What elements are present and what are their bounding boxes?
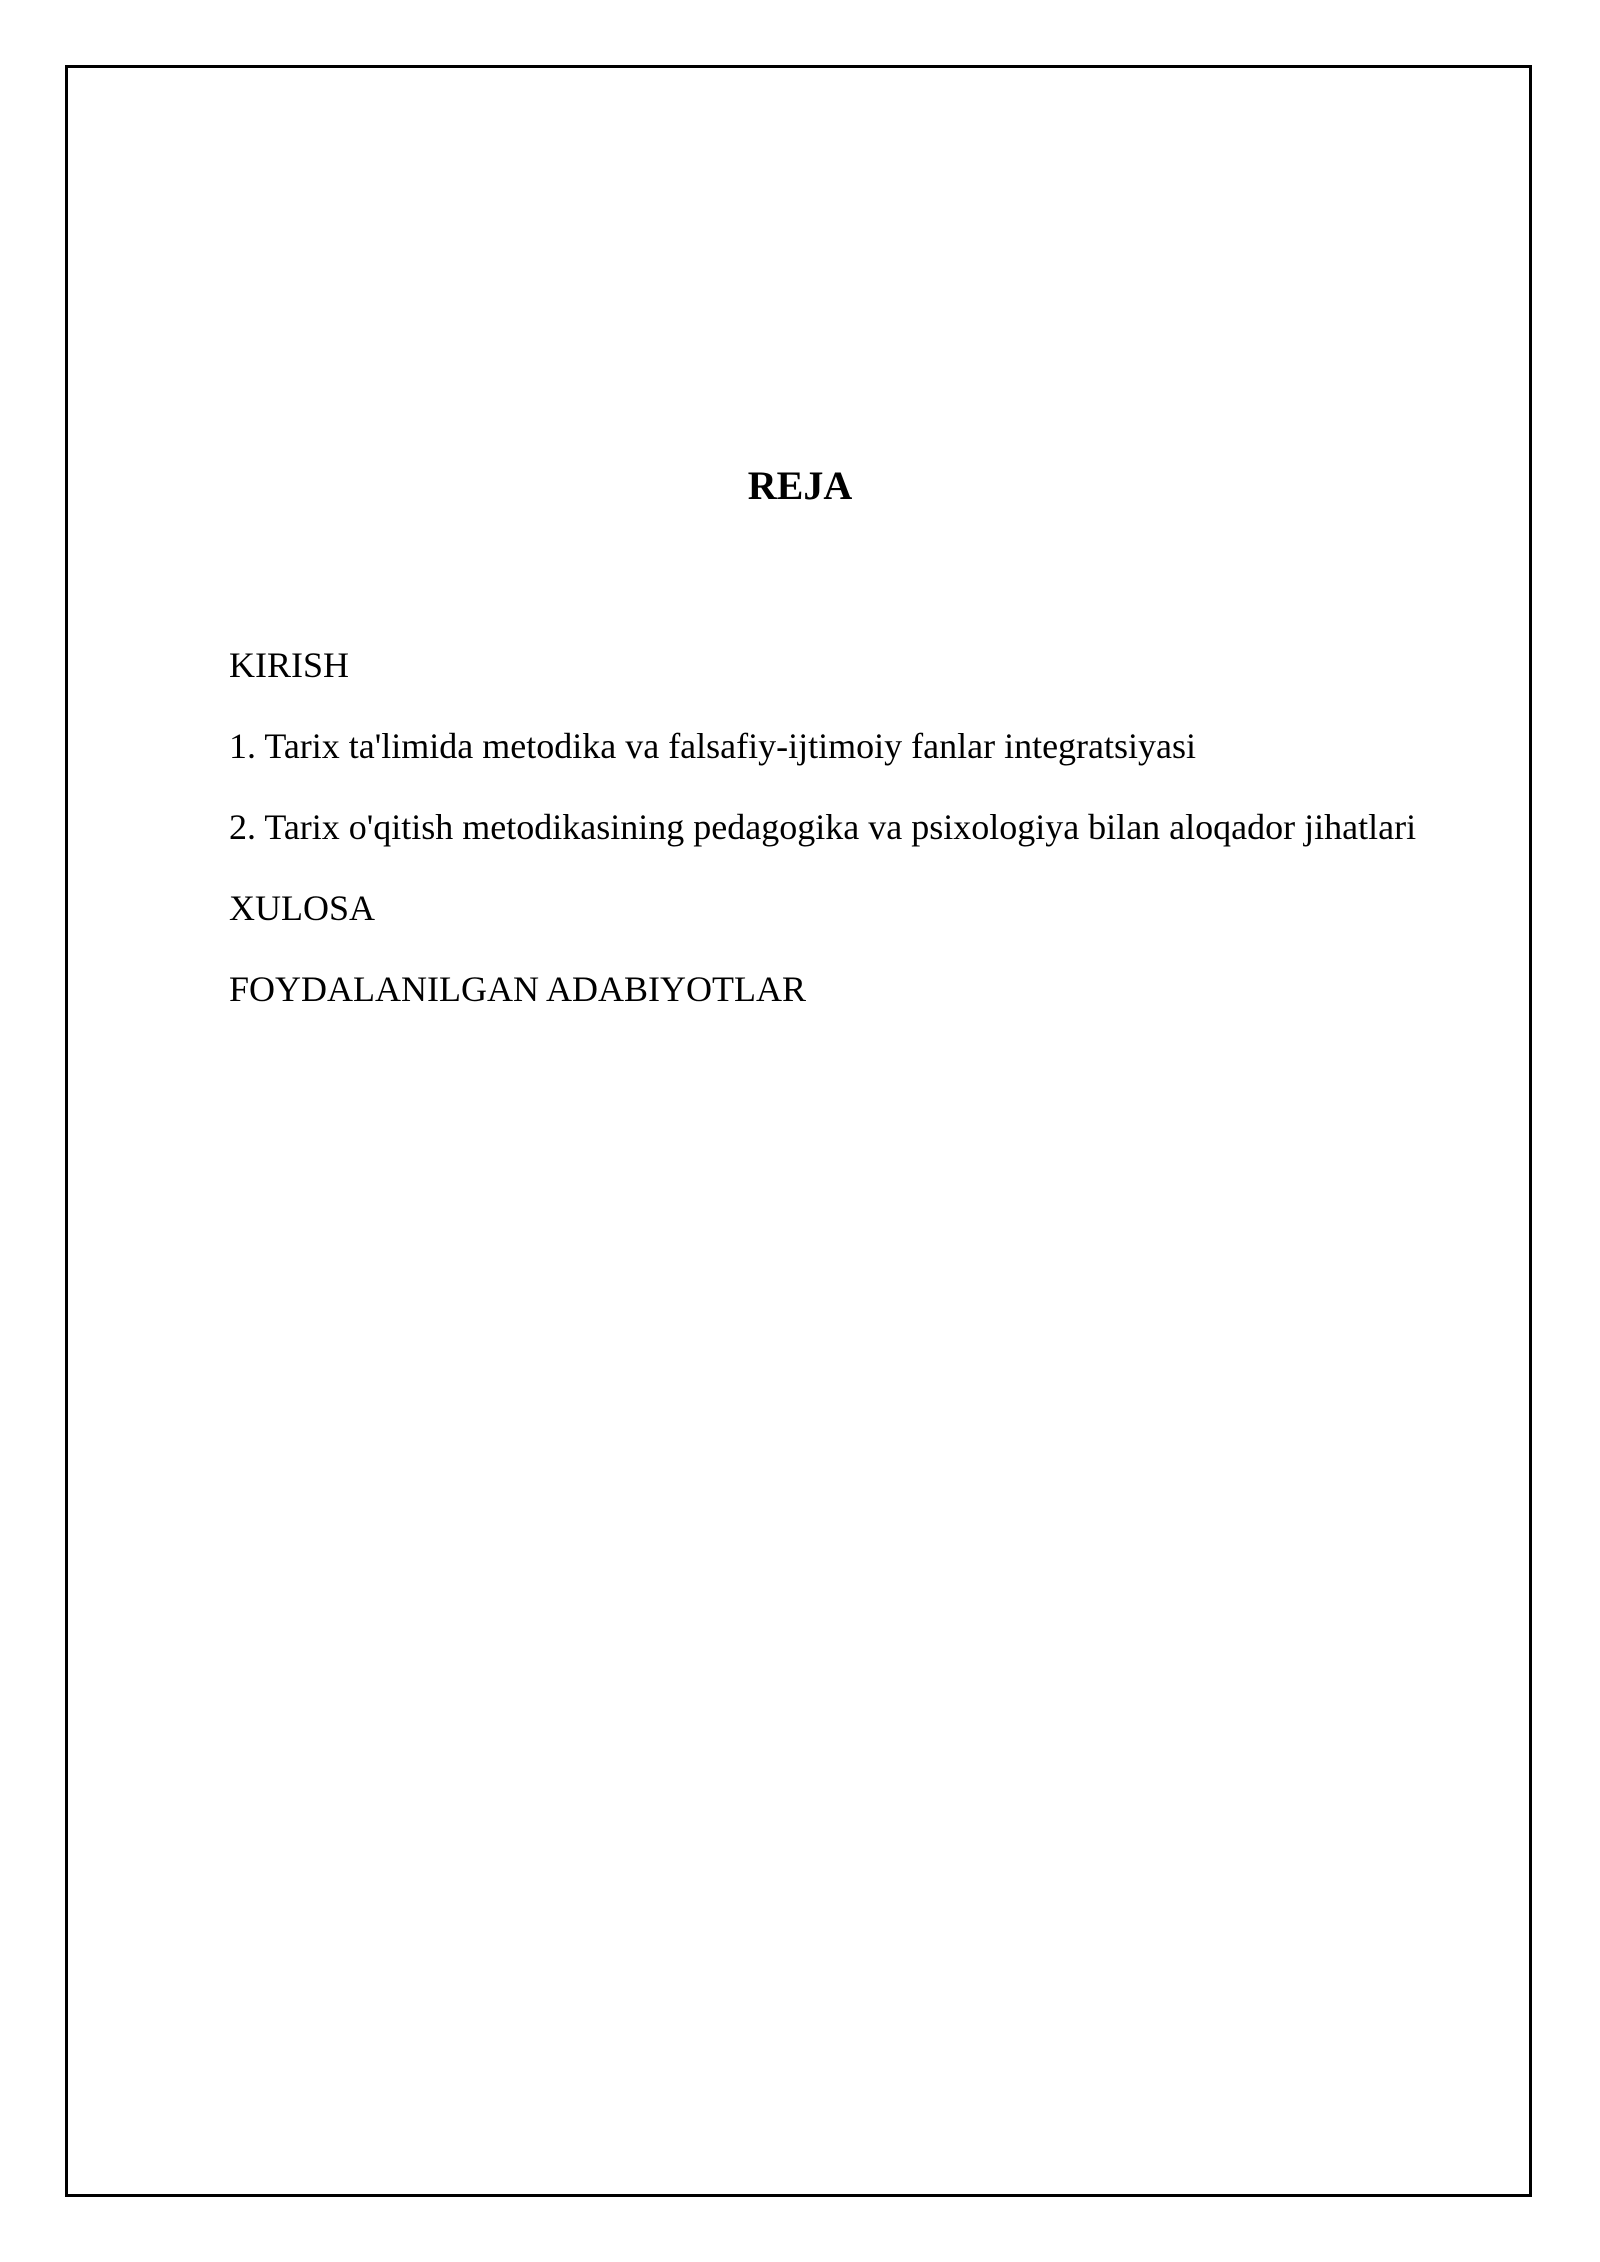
toc-item-references: FOYDALANILGAN ADABIYOTLAR [229, 969, 806, 1009]
toc-item-conclusion: XULOSA [229, 888, 376, 928]
toc-item-chapter-2: 2. Tarix o'qitish metodikasining pedagogika va psixologiya bilan aloqador jihatlari [229, 807, 1417, 847]
page-title: REJA [747, 463, 853, 508]
toc-item-chapter-1: 1. Tarix ta'limida metodika va falsafiy-ijtimoiy fanlar integratsiyasi [229, 726, 1197, 766]
page-border [65, 65, 1532, 2197]
table-of-contents [229, 643, 1416, 1048]
toc-item-introduction: KIRISH [229, 645, 350, 685]
